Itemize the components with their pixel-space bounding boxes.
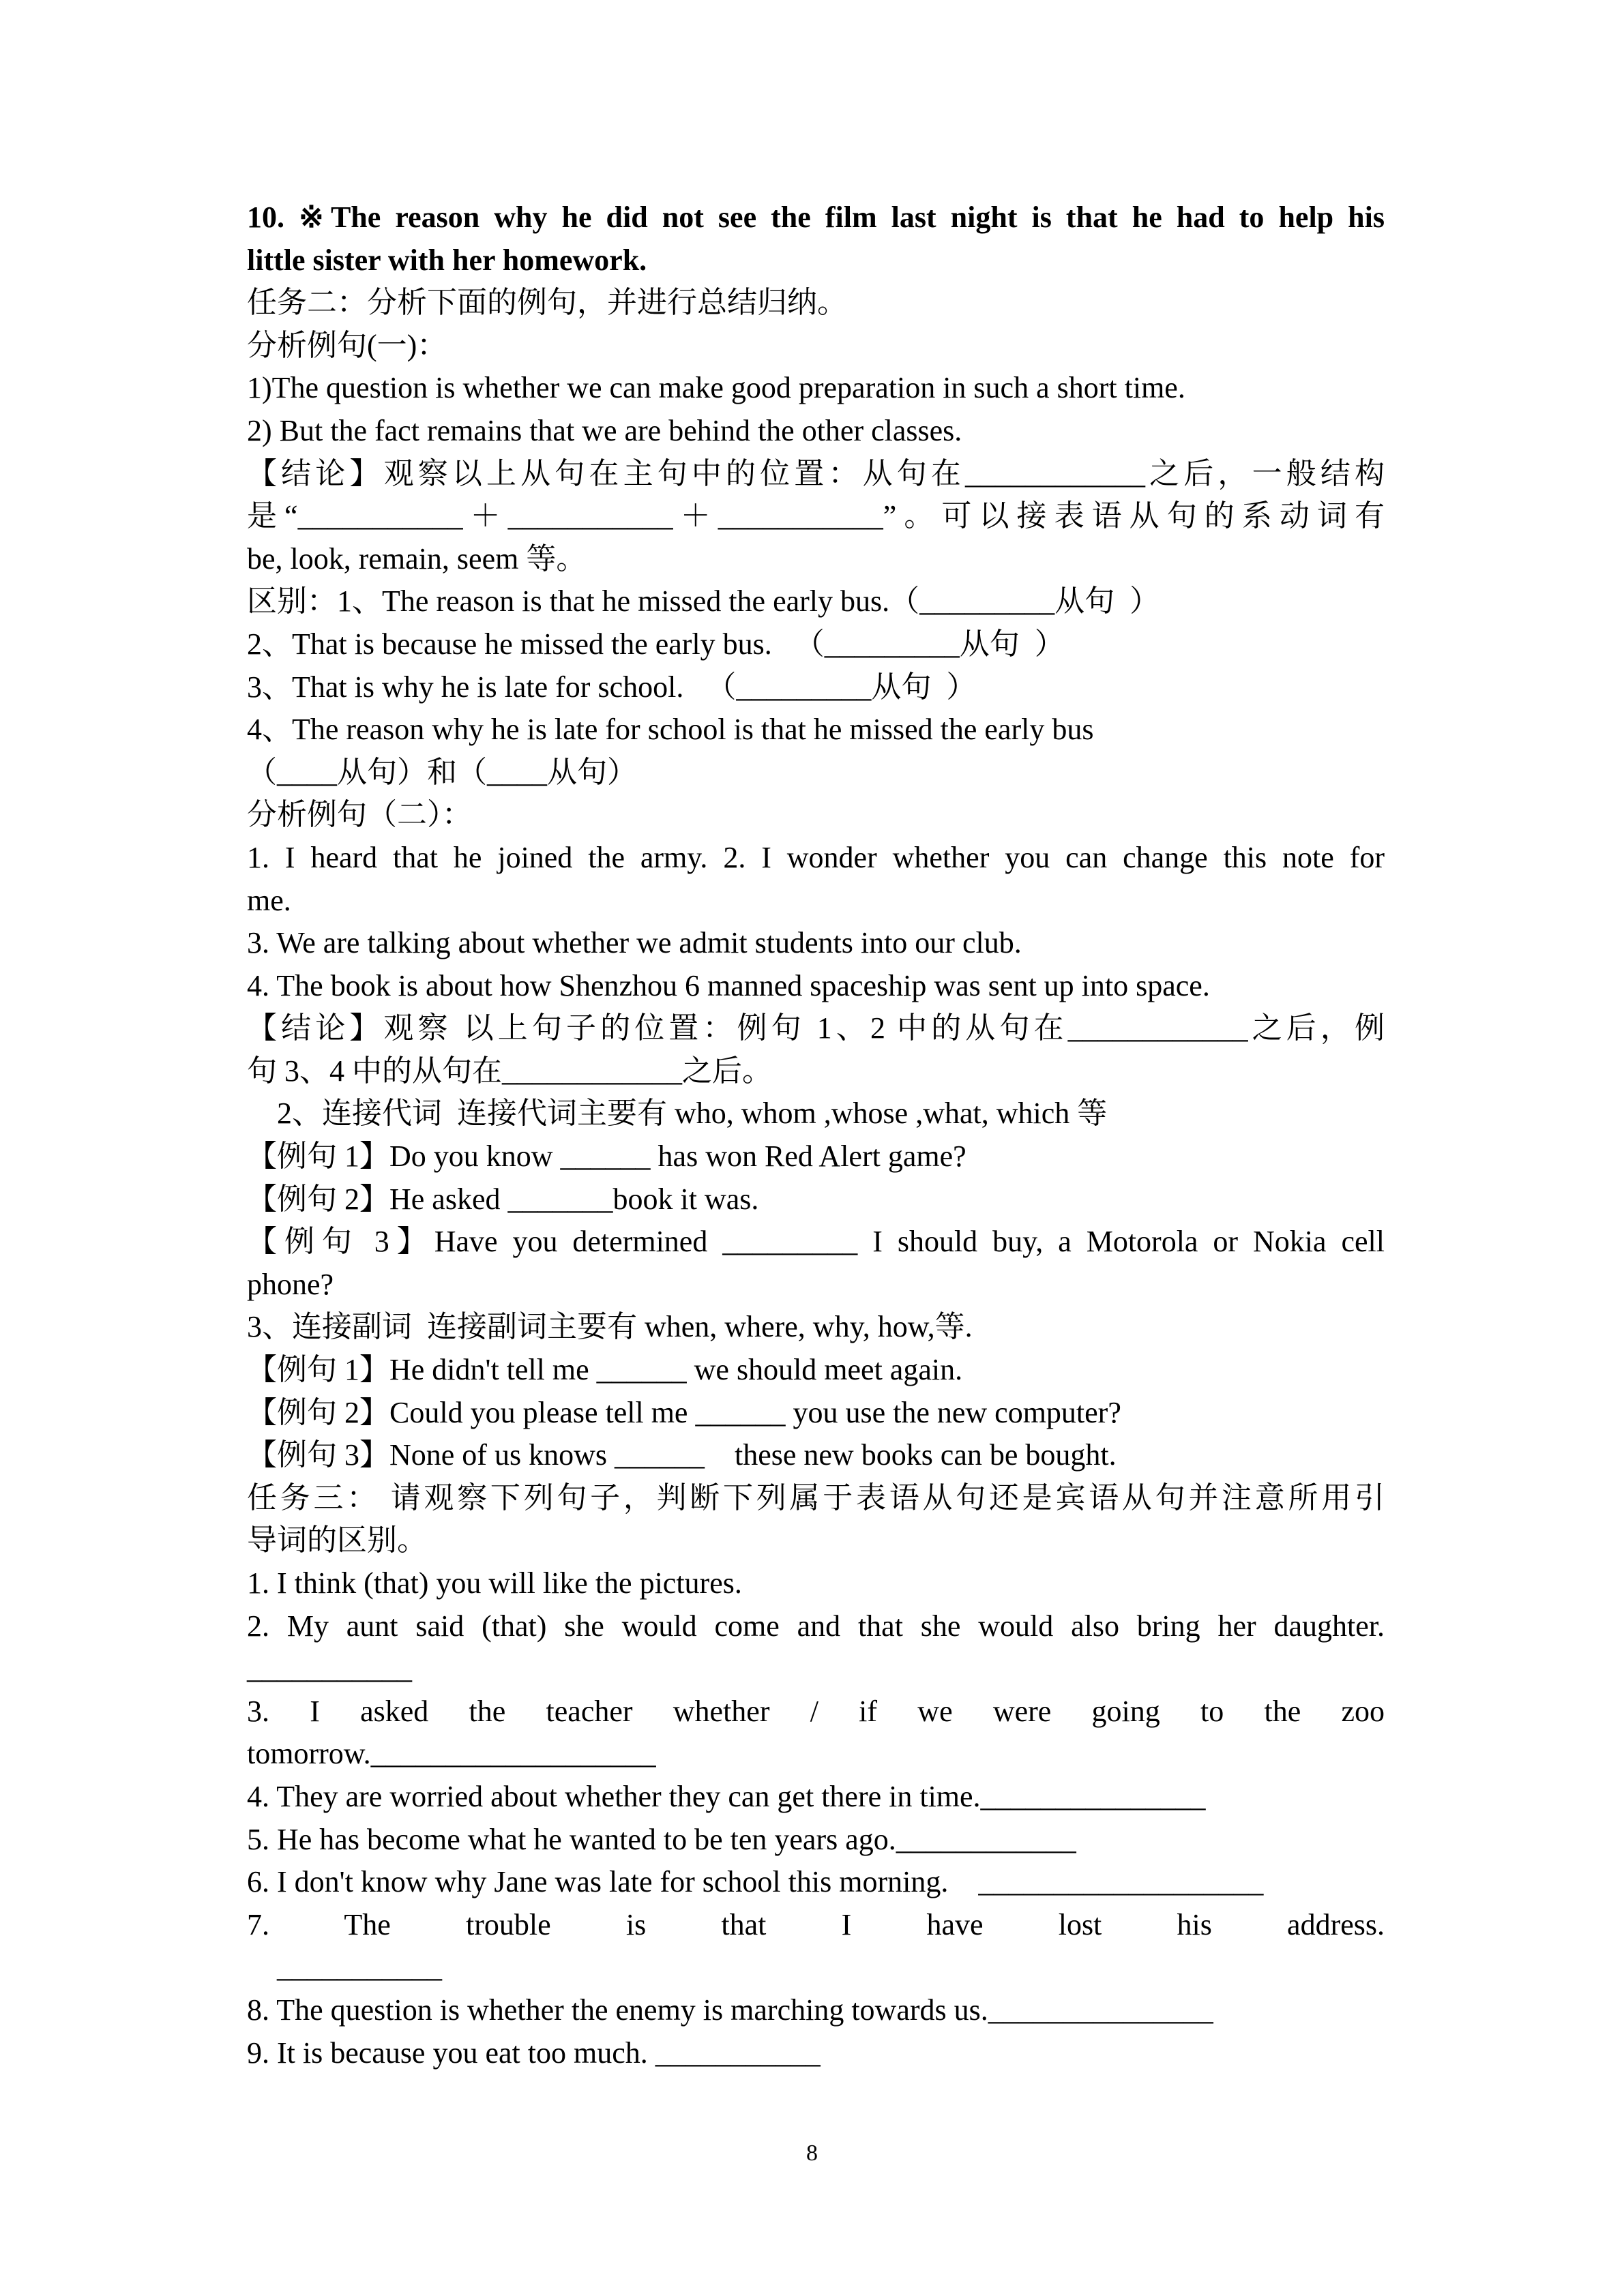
text-line: 8. The question is whether the enemy is marching towards us._______________ [247,1993,1213,2027]
text-line: 分析例句（二）： [247,798,472,832]
text-line: 9. It is because you eat too much. ___________ [247,2036,821,2070]
text-line: 3. We are talking about whether we admit students into our club. [247,926,1022,960]
text-line: 4、The reason why he is late for school is that he missed the early bus [247,713,1094,747]
text-line: 7. The trouble is that I have lost his address. [247,1907,1385,1941]
text-line: 导词的区别。 [247,1523,427,1557]
text-line: ___________ [247,1950,442,1984]
text-line: 2、That is because he missed the early bus. （_________从句 ） [247,627,1065,661]
text-line: 3. I asked the teacher whether / if we were going to the zoo [247,1694,1385,1728]
text-line: 分析例句(一)： [247,328,447,362]
text-line: 区别：1、The reason is that he missed the early bus.（_________从句 ） [247,584,1160,618]
text-line: 4. They are worried about whether they can get there in time._______________ [247,1779,1206,1813]
text-line: tomorrow.___________________ [247,1737,656,1771]
text-line: 2. My aunt said (that) she would come and that she would also bring her daughter. [247,1609,1385,1643]
text-line: 【例句 1】Do you know ______ has won Red Alert game? [247,1139,966,1174]
text-line: （____从句）和（____从句） [247,755,637,789]
text-line: 10. ※The reason why he did not see the film last night is that he had to help his [247,200,1385,234]
text-line: 1)The question is whether we can make good preparation in such a short time. [247,371,1185,405]
text-line: 【例句 2】Could you please tell me ______ you use the new computer? [247,1395,1121,1429]
text-line: 是“___________＋___________＋___________”。可以接表语从句的系动词有 [247,499,1385,533]
text-line: phone? [247,1267,334,1301]
text-line: 【例句 3】Have you determined _________ I should buy, a Motorola or Nokia cell [247,1225,1385,1259]
text-line: 4. The book is about how Shenzhou 6 manned spaceship was sent up into space. [247,968,1210,1002]
text-line: 【结论】观察以上从句在主句中的位置：从句在____________之后，一般结构 [247,456,1385,490]
page-number: 8 [806,2141,818,2166]
document-body [247,196,1385,2074]
text-line: me. [247,883,291,917]
text-line: 【结论】观察 以上句子的位置：例句 1、2 中的从句在____________之后，例 [247,1011,1385,1045]
text-line: 3、That is why he is late for school. （_________从句 ） [247,670,977,704]
text-line: 【例句 1】He didn't tell me ______ we should meet again. [247,1353,963,1387]
text-line: 【例句 3】None of us knows ______ these new books can be bought. [247,1438,1117,1472]
text-line: 1. I think (that) you will like the pictures. [247,1566,742,1600]
text-line: 3、连接副词 连接副词主要有 when, where, why, how,等. [247,1310,973,1344]
text-line: 任务二：分析下面的例句，并进行总结归纳。 [247,286,847,320]
text-line: ___________ [247,1652,412,1686]
text-line: 6. I don't know why Jane was late for school this morning. ___________________ [247,1865,1264,1899]
text-line: 【例句 2】He asked _______book it was. [247,1182,759,1216]
text-line: 2、连接代词 连接代词主要有 who, whom ,whose ,what, which 等 [277,1097,1108,1131]
text-line: be, look, remain, seem 等。 [247,541,587,576]
text-line: 句 3、4 中的从句在____________之后。 [247,1054,772,1088]
text-line: 5. He has become what he wanted to be ten years ago.____________ [247,1822,1076,1856]
text-line: 2) But the fact remains that we are behind the other classes. [247,413,962,447]
text-line: 任务三： 请观察下列句子，判断下列属于表语从句还是宾语从句并注意所用引 [247,1480,1385,1515]
text-line: little sister with her homework. [247,243,647,277]
text-line: 1. I heard that he joined the army. 2. I wonder whether you can change this note for [247,840,1385,874]
